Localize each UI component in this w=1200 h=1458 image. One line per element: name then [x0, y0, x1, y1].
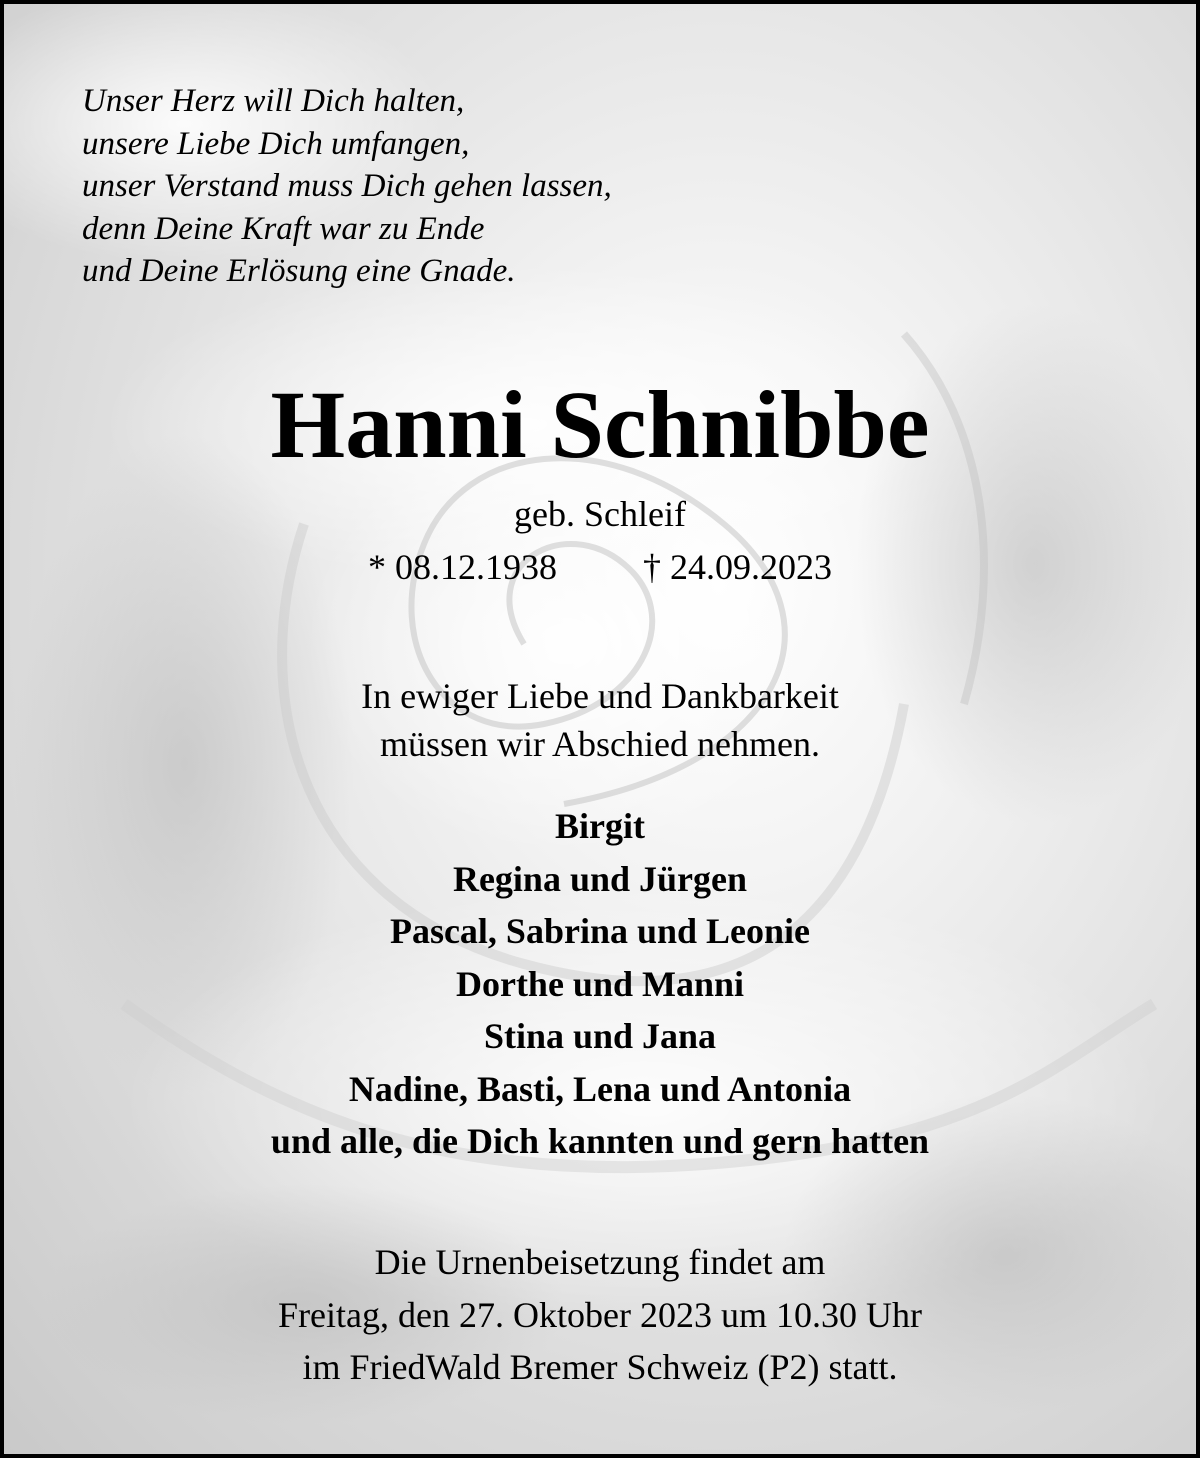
- poem-line: denn Deine Kraft war zu Ende: [82, 210, 485, 247]
- burial-line: Die Urnenbeisetzung findet am: [374, 1242, 826, 1282]
- burial-notice: [4, 1236, 1196, 1394]
- mourners-list: [4, 800, 1196, 1168]
- mourner-line: Birgit: [555, 806, 645, 846]
- mourner-line: Nadine, Basti, Lena und Antonia: [348, 1068, 852, 1109]
- poem: [82, 80, 612, 293]
- death-date: † 24.09.2023: [643, 547, 832, 587]
- farewell-line: müssen wir Abschied nehmen.: [380, 724, 820, 764]
- farewell-line: In ewiger Liebe und Dankbarkeit: [361, 676, 839, 716]
- poem-line: unsere Liebe Dich umfangen,: [82, 125, 470, 162]
- life-dates: [4, 545, 1196, 589]
- obituary-content: [4, 4, 1196, 1454]
- mourner-line: Pascal, Sabrina und Leonie: [389, 911, 811, 951]
- poem-line: Unser Herz will Dich halten,: [82, 83, 465, 119]
- mourner-line: Dorthe und Manni: [455, 963, 745, 1004]
- farewell-text: [4, 672, 1196, 768]
- poem-line: unser Verstand muss Dich gehen lassen,: [82, 168, 612, 204]
- birth-date: * 08.12.1938: [368, 547, 557, 587]
- maiden-name: geb. Schleif: [514, 494, 686, 534]
- burial-line: Freitag, den 27. Oktober 2023 um 10.30 Uhr: [278, 1294, 922, 1335]
- poem-line: und Deine Erlösung eine Gnade.: [82, 253, 516, 289]
- mourner-line: Regina und Jürgen: [452, 858, 748, 899]
- burial-line: im FriedWald Bremer Schweiz (P2) statt.: [302, 1347, 898, 1387]
- mourner-line: Stina und Jana: [483, 1016, 717, 1056]
- mourner-line: und alle, die Dich kannten und gern hatten: [270, 1121, 930, 1161]
- deceased-name: Hanni Schnibbe: [270, 371, 930, 478]
